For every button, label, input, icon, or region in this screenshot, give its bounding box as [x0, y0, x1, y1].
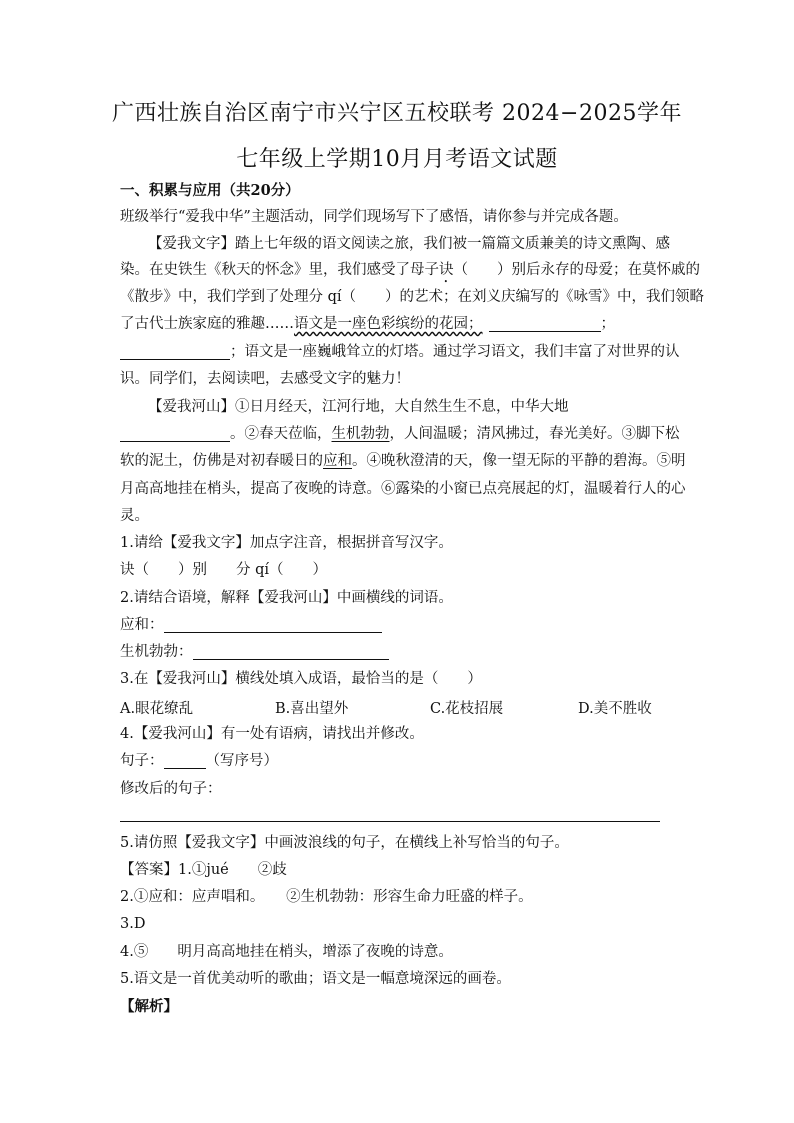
passage-a-line4-end: ；: [600, 316, 615, 332]
fill-in-blank-2[interactable]: [120, 343, 230, 360]
answer-4: 4.⑤ 明月高高地挂在梢头，增添了夜晚的诗意。: [120, 944, 453, 960]
label-yinghe: 应和：: [120, 617, 164, 633]
question-1-answer-line: 诀（ ）别 分 qí（ ）: [120, 562, 328, 578]
passage-a-line5: [120, 339, 680, 365]
option-a[interactable]: A.眼花缭乱: [120, 701, 194, 717]
question-2: 2.请结合语境，解释【爱我河山】中画横线的词语。: [120, 590, 453, 606]
question-3: 3.在【爱我河山】横线处填入成语，最恰当的是（ ）: [120, 671, 482, 687]
question-1: 1.请给【爱我文字】加点字注音，根据拼音写汉字。: [120, 535, 453, 551]
question-4: 4.【爱我河山】有一处有语病，请找出并修改。: [120, 726, 424, 742]
underlined-word-yinghe: 应和: [323, 453, 352, 469]
passage-b-line4: 月高高地挂在梢头，提高了夜晚的诗意。⑥露染的小窗已点亮展起的灯，温暖着行人的心: [120, 481, 686, 497]
passage-a-line2-pre: 染。在史铁生《秋天的怀念》里，我们感受了母子: [120, 262, 439, 278]
fill-in-blank-idiom[interactable]: [120, 425, 230, 442]
question-2-item-a: [120, 612, 680, 638]
underlined-word-shengjibobo: 生机勃勃: [331, 426, 390, 442]
answer-5: 5.语文是一首优美动听的歌曲；语文是一幅意境深远的画卷。: [120, 971, 511, 987]
passage-a-line5-post: ；语文是一座巍峨耸立的灯塔。通过学习语文，我们丰富了对世界的认: [230, 344, 680, 360]
fill-in-blank-1[interactable]: [489, 315, 601, 332]
passage-a-line2-post: （ ）别后永存的母爱；在莫怀戚的: [453, 262, 700, 278]
answer-blank-shengjibobo[interactable]: [193, 643, 389, 660]
passage-b-line5: 灵。: [120, 508, 149, 524]
passage-b-line2: [120, 421, 680, 447]
passage-b-line3-pre: 软的泥土，仿佛是对初春暖日的: [120, 453, 323, 469]
note-sequence-number: （写序号）: [205, 753, 278, 769]
wavy-underlined-sentence: 语文是一座色彩缤纷的花园；: [294, 316, 483, 332]
passage-b-line3-post: 。④晚秋澄清的天，像一望无际的平静的碧海。⑤明: [352, 453, 686, 469]
answer-blank-yinghe[interactable]: [164, 616, 382, 633]
document-title-line2: 七年级上学期10月月考语文试题: [236, 147, 558, 172]
passage-a-line4-pre: 了古代士族家庭的雅趣……: [120, 316, 294, 332]
answer-3: 3.D: [120, 916, 146, 932]
dotted-character: 诀: [439, 262, 454, 278]
passage-b-line2-post: ，人间温暖；清风拂过，春光美好。③脚下松: [389, 426, 680, 442]
passage-a-line3: 《散步》中，我们学到了处理分 qí（ ）的艺术；在刘义庆编写的《咏雪》中，我们领略: [120, 289, 705, 305]
passage-a-line4: [120, 311, 680, 337]
option-d[interactable]: D.美不胜收: [578, 701, 652, 717]
passage-b-line1: 【爱我河山】①日月经天，江河行地，大自然生生不息，中华大地: [148, 399, 569, 415]
document-title-line1: 广西壮族自治区南宁市兴宁区五校联考 2024−2025学年: [112, 101, 682, 126]
question-5: 5.请仿照【爱我文字】中画波浪线的句子，在横线上补写恰当的句子。: [120, 835, 569, 851]
question-2-item-b: [120, 639, 680, 665]
answer-2: 2.①应和：应声唱和。 ②生机勃勃：形容生命力旺盛的样子。: [120, 889, 533, 905]
passage-a-line6: 识。同学们，去阅读吧，去感受文字的魅力！: [120, 371, 410, 387]
label-shengjibobo: 生机勃勃：: [120, 644, 193, 660]
answer-label: 【答案】: [120, 862, 178, 878]
question-4-item-b: 修改后的句子：: [120, 781, 222, 797]
passage-a-line2: [120, 257, 700, 286]
passage-b-line2-pre: 。②春天莅临，: [230, 426, 332, 442]
passage-b-line3: [120, 448, 686, 474]
passage-a-line1: 【爱我文字】踏上七年级的语文阅读之旅，我们被一篇篇文质兼美的诗文熏陶、感: [148, 236, 670, 252]
analysis-heading: 【解析】: [120, 998, 178, 1015]
answer-blank-sentence-number[interactable]: [164, 752, 206, 769]
label-sentence: 句子：: [120, 753, 164, 769]
answer-1-text: 1.①jué ②歧: [178, 862, 287, 878]
section-intro: 班级举行“爱我中华”主题活动，同学们现场写下了感悟，请你参与并完成各题。: [120, 209, 628, 225]
answer-line-revised-sentence[interactable]: [120, 821, 660, 822]
question-4-item-a: [120, 748, 680, 774]
option-c[interactable]: C.花枝招展: [430, 701, 504, 717]
section-heading: 一、积累与应用（共20分）: [120, 182, 300, 199]
answer-1: [120, 857, 680, 883]
option-b[interactable]: B.喜出望外: [275, 701, 349, 717]
